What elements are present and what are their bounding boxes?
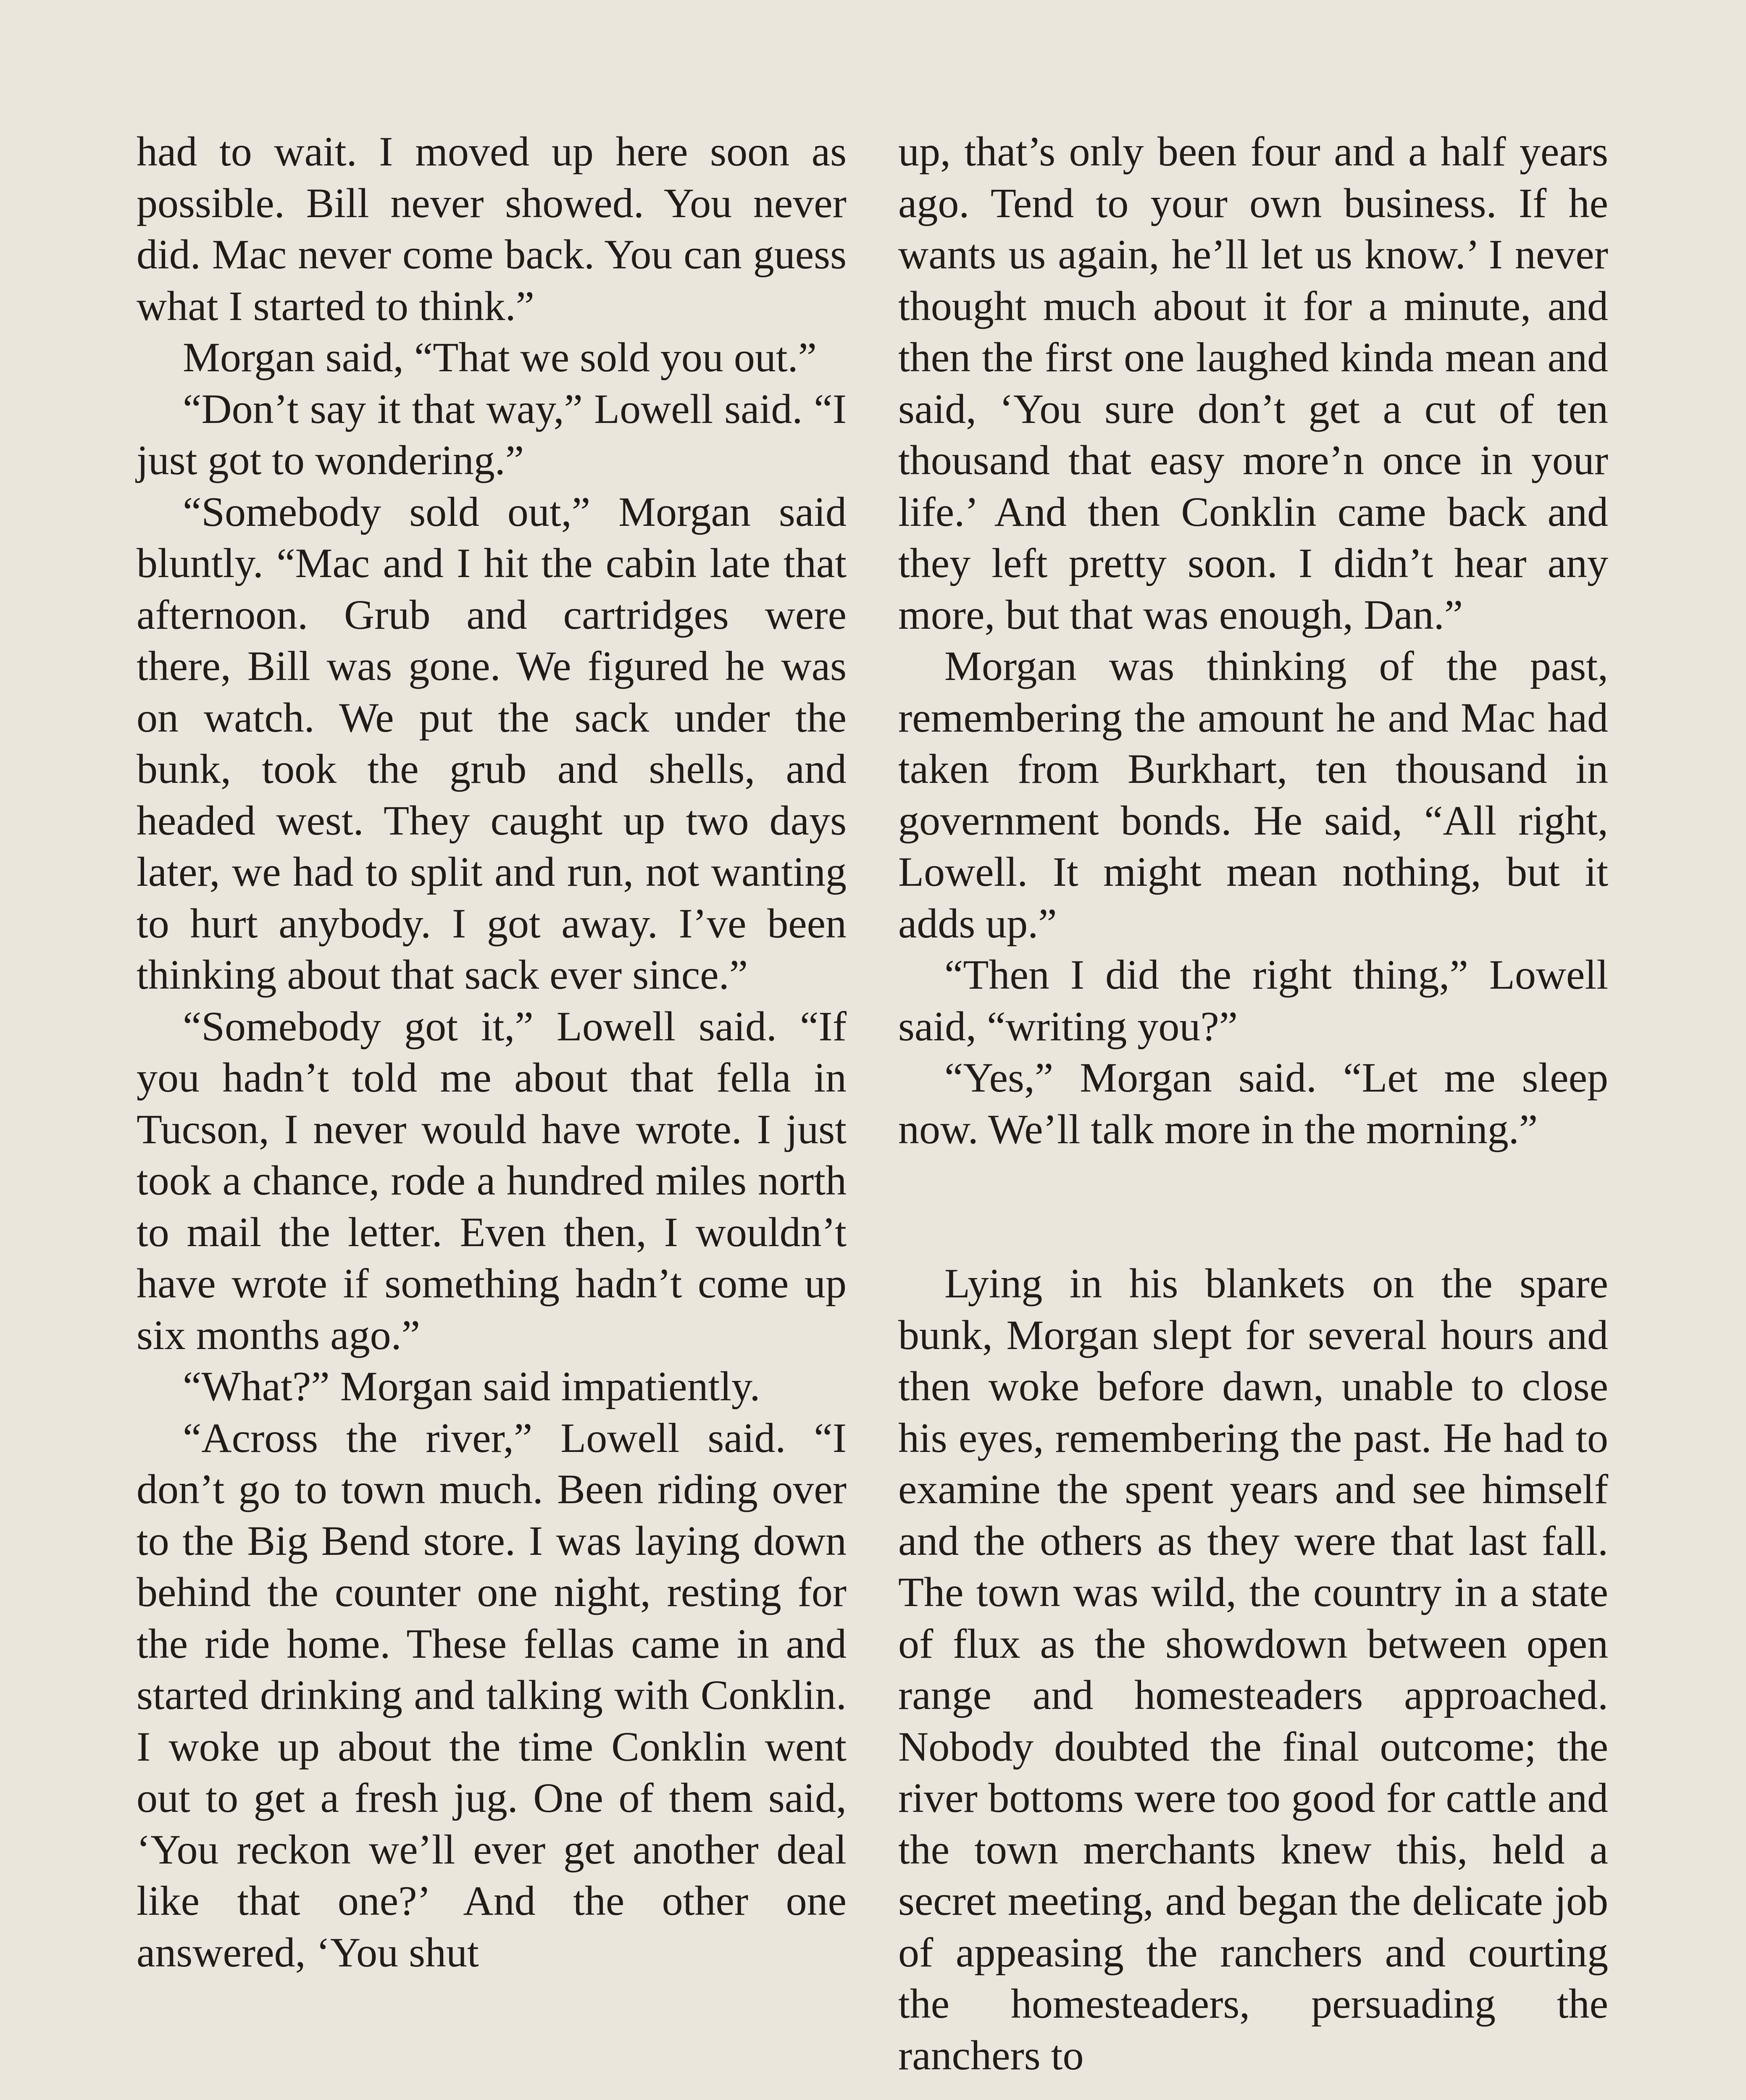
paragraph: Morgan said, “That we sold you out.”	[183, 334, 817, 381]
paragraph: up, that’s only been four and a half years ago. Tend to your own business. If he wants us again, he’ll let us know.’ I never thought much about it for a minute, and then the first one laughed kinda mean and said, ‘You sure don’t get a cut of ten thousand that easy more’n once in your life.’ And then Conklin came back and they left pretty soon. I didn’t hear any more, but that was enough, Dan.”	[898, 128, 1608, 638]
paragraph: “What?” Morgan said impatiently.	[183, 1363, 760, 1410]
paragraph: “Somebody sold out,” Morgan said bluntly. “Mac and I hit the cabin late that afternoon. Grub and cartridges were there, Bill was gone. We figured he was on watch. We put the sack under the bunk, took the grub and shells, and headed west. They caught up two days later, we had to split and run, not wanting to hurt anybody. I got away. I’ve been thinking about that sack ever since.”	[137, 488, 847, 998]
text-column-left	[137, 126, 847, 1978]
paragraph: “Yes,” Morgan said. “Let me sleep now. We’ll talk more in the morning.”	[898, 1054, 1608, 1152]
text-column-right	[898, 126, 1608, 2081]
paragraph: Lying in his blankets on the spare bunk, Morgan slept for several hours and then woke before dawn, unable to close his eyes, remembering the past. He had to examine the spent years and see himself and the others as they were that last fall. The town was wild, the country in a state of flux as the showdown between open range and homesteaders approached. Nobody doubted the final outcome; the river bottoms were too good for cattle and the town merchants knew this, held a secret meeting, and began the delicate job of appeasing the ranchers and courting the homesteaders, persuading the ranchers to	[898, 1260, 1608, 2079]
paragraph: “Somebody got it,” Lowell said. “If you hadn’t told me about that fella in Tucson, I never would have wrote. I just took a chance, rode a hundred miles north to mail the letter. Even then, I wouldn’t have wrote if something hadn’t come up six months ago.”	[137, 1003, 847, 1358]
paragraph: Morgan was thinking of the past, remembering the amount he and Mac had taken from Burkhart, ten thousand in government bonds. He said, “All right, Lowell. It might mean nothing, but it adds up.”	[898, 643, 1608, 947]
paragraph: had to wait. I moved up here soon as possible. Bill never showed. You never did. Mac never come back. You can guess what I started to think.”	[137, 128, 847, 329]
paragraph: “Don’t say it that way,” Lowell said. “I just got to wondering.”	[137, 385, 847, 483]
paragraph: “Across the river,” Lowell said. “I don’t go to town much. Been riding over to the Big Bend store. I was laying down behind the counter one night, resting for the ride home. These fellas came in and started drinking and talking with Conklin. I woke up about the time Conklin went out to get a fresh jug. One of them said, ‘You reckon we’ll ever get another deal like that one?’ And the other one answered, ‘You shut	[137, 1414, 847, 1976]
paragraph: “Then I did the right thing,” Lowell said, “writing you?”	[898, 951, 1608, 1050]
